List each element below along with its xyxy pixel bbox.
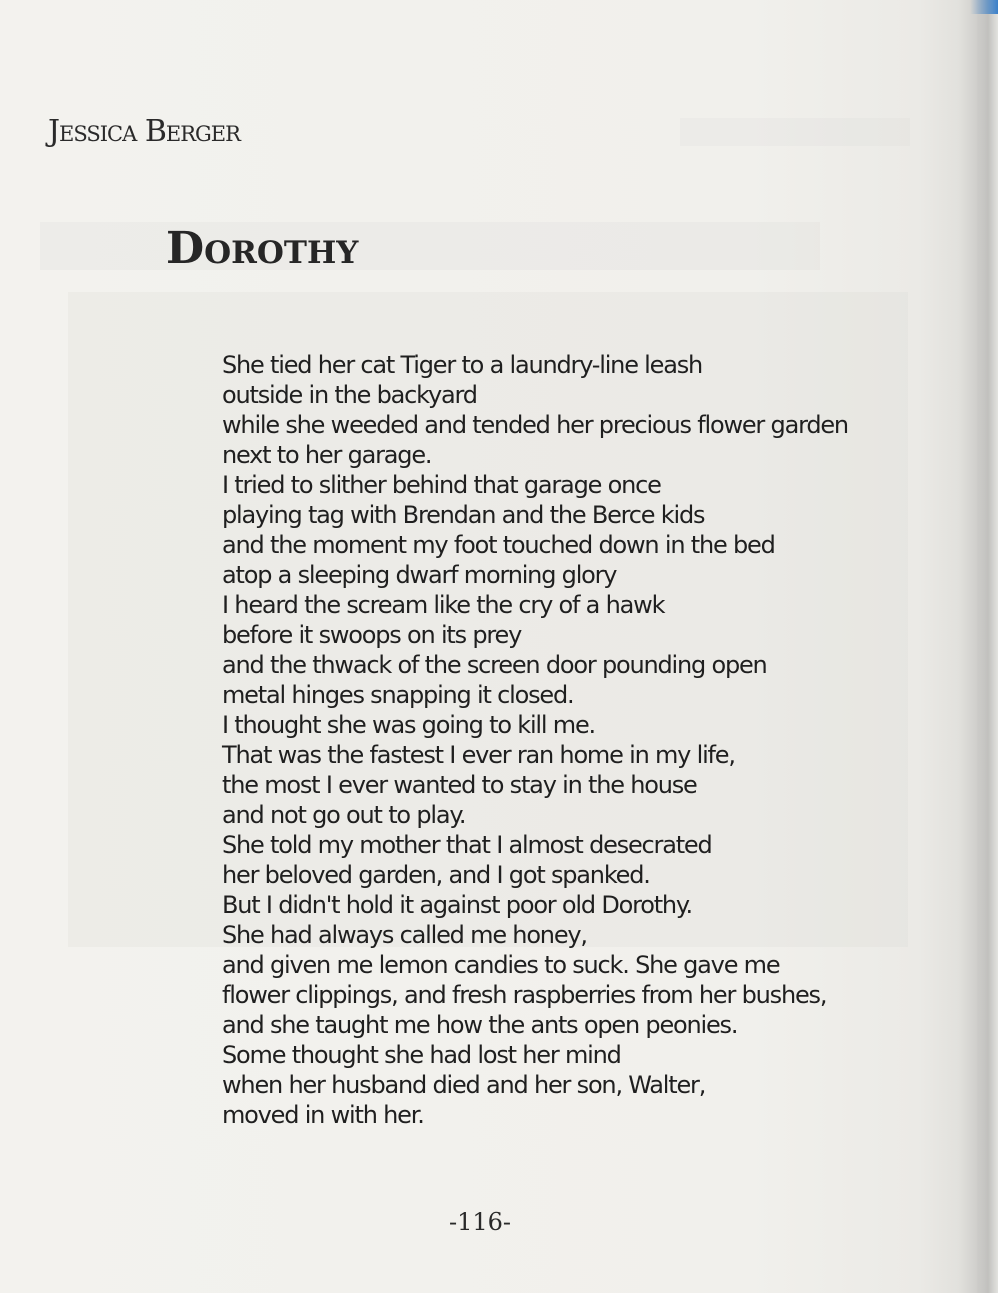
- poem-line: But I didn't hold it against poor old Dorothy.: [222, 891, 692, 919]
- poem-title: Dorothy: [166, 223, 359, 274]
- poem-line: atop a sleeping dwarf morning glory: [222, 561, 617, 589]
- show-through-title: [40, 222, 820, 270]
- page-number: -116-: [448, 1208, 512, 1236]
- poem-line: next to her garage.: [222, 441, 432, 469]
- poem-line: I heard the scream like the cry of a hawk: [222, 591, 665, 619]
- poem-line: the most I ever wanted to stay in the house: [222, 771, 697, 799]
- show-through-header: [680, 118, 910, 146]
- poem-line: and she taught me how the ants open peonies.: [222, 1011, 738, 1039]
- poem-line: and the moment my foot touched down in the bed: [222, 531, 775, 559]
- poem-line: before it swoops on its prey: [222, 621, 522, 649]
- poem-line: while she weeded and tended her precious flower garden: [222, 411, 848, 439]
- poem-line: and not go out to play.: [222, 801, 466, 829]
- poem-line: when her husband died and her son, Walter,: [222, 1071, 706, 1099]
- poem-line: I thought she was going to kill me.: [222, 711, 595, 739]
- poem-line: She told my mother that I almost desecrated: [222, 831, 712, 859]
- poem-body: [222, 350, 848, 1130]
- poem-line: and given me lemon candies to suck. She gave me: [222, 951, 780, 979]
- poem-line: outside in the backyard: [222, 381, 477, 409]
- poem-line: That was the fastest I ever ran home in my life,: [222, 741, 735, 769]
- poem-line: I tried to slither behind that garage once: [222, 471, 661, 499]
- poem-line: flower clippings, and fresh raspberries from her bushes,: [222, 981, 827, 1009]
- poem-line: playing tag with Brendan and the Berce kids: [222, 501, 705, 529]
- author-name: Jessica Berger: [48, 114, 240, 149]
- poem-line: She had always called me honey,: [222, 921, 587, 949]
- poem-line: metal hinges snapping it closed.: [222, 681, 574, 709]
- page-edge-shadow: [976, 0, 998, 1293]
- poem-line: and the thwack of the screen door pounding open: [222, 651, 767, 679]
- poem-line: her beloved garden, and I got spanked.: [222, 861, 650, 889]
- poem-line: She tied her cat Tiger to a laundry-line leash: [222, 351, 703, 379]
- poem-line: moved in with her.: [222, 1101, 424, 1129]
- page-edge-tab: [970, 0, 998, 14]
- poem-line: Some thought she had lost her mind: [222, 1041, 621, 1069]
